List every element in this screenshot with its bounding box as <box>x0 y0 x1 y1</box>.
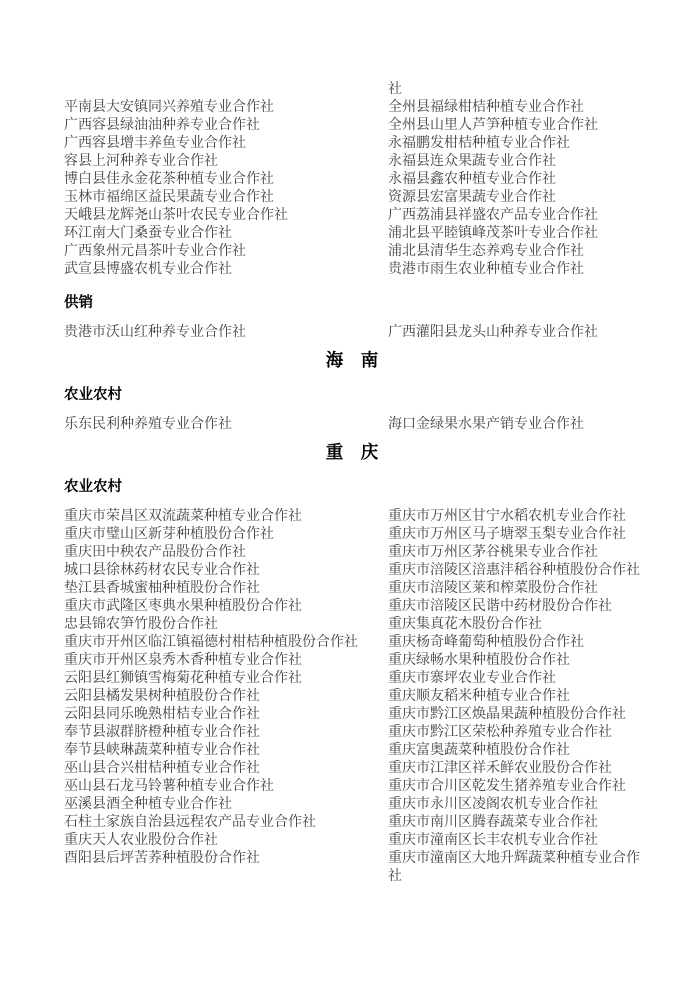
coop-list-row <box>64 243 640 261</box>
section-header-chongqing-nongyenongcun: 农业农村 <box>64 479 122 495</box>
coop-name: 玉林市福绵区益民果蔬专业合作社 <box>64 190 274 205</box>
coop-name: 重庆市潼南区长丰农机专业合作社 <box>388 833 598 848</box>
coop-name: 重庆市璧山区新芽种植股份合作社 <box>64 527 274 542</box>
coop-list-row <box>64 652 640 670</box>
coop-name: 忠县锦农笋竹股份合作社 <box>64 617 218 632</box>
coop-name: 重庆市永川区凌阁农机专业合作社 <box>388 797 598 812</box>
coop-list-row <box>64 670 640 688</box>
coop-name: 全州县山里人芦笋种植专业合作社 <box>388 118 598 133</box>
coop-name: 贵港市雨生农业种植专业合作社 <box>388 262 584 277</box>
coop-name: 巫山县石龙马铃薯种植专业合作社 <box>64 779 274 794</box>
coop-name: 海口金绿果水果产销专业合作社 <box>388 417 584 432</box>
coop-list-row <box>64 508 640 526</box>
coop-name: 永福县鑫农种植专业合作社 <box>388 172 556 187</box>
coop-list-row <box>64 117 640 135</box>
coop-list-row <box>64 580 640 598</box>
continuation-row <box>64 81 640 99</box>
coop-list-row <box>64 562 640 580</box>
province-header-hainan: 海 南 <box>325 350 379 370</box>
coop-name: 重庆天人农业股份合作社 <box>64 833 218 848</box>
coop-list-row <box>64 99 640 117</box>
coop-name: 重庆市涪陵区莱和榨菜股份合作社 <box>388 581 598 596</box>
coop-list-row <box>64 153 640 171</box>
coop-name: 酉阳县后坪苦荞种植股份合作社 <box>64 851 260 866</box>
coop-name: 资源县宏富果蔬专业合作社 <box>388 190 556 205</box>
coop-name: 重庆田中秧农产品股份合作社 <box>64 545 246 560</box>
coop-name: 广西容县绿油油种养专业合作社 <box>64 118 260 133</box>
coop-list-row <box>64 135 640 153</box>
coop-list-row <box>64 189 640 207</box>
coop-name: 广西象州元昌茶叶专业合作社 <box>64 244 246 259</box>
coop-name: 奉节县峡琳蔬菜种植专业合作社 <box>64 743 260 758</box>
coop-list-row <box>64 544 640 562</box>
coop-list-row <box>64 724 640 742</box>
coop-name: 重庆市万州区甘宁水稻农机专业合作社 <box>388 509 626 524</box>
coop-name: 石柱土家族自治县远程农产品专业合作社 <box>64 815 316 830</box>
coop-name: 广西容县增丰养鱼专业合作社 <box>64 136 246 151</box>
coop-name: 重庆市开州区临江镇福德村柑桔种植股份合作社 <box>64 635 358 650</box>
section-header-hainan-nongyenongcun: 农业农村 <box>64 387 122 403</box>
section-header-gongxiao: 供销 <box>64 295 93 311</box>
coop-name: 巫溪县酒全种植专业合作社 <box>64 797 232 812</box>
coop-name: 广西荔浦县祥盛农产品专业合作社 <box>388 208 598 223</box>
coop-list-row <box>64 634 640 652</box>
coop-list-row <box>64 324 640 342</box>
coop-name: 天峨县龙辉尧山茶叶农民专业合作社 <box>64 208 288 223</box>
coop-name: 重庆市黔江区荣松种养殖专业合作社 <box>388 725 612 740</box>
coop-list-row <box>64 850 640 886</box>
coop-name: 云阳县红狮镇雪梅菊花种植专业合作社 <box>64 671 302 686</box>
coop-list-row <box>64 416 640 434</box>
coop-name: 云阳县橘发果树种植股份合作社 <box>64 689 260 704</box>
coop-name: 重庆市潼南区大地升辉蔬菜种植专业合作社 <box>388 851 640 884</box>
coop-name: 重庆市江津区祥禾鲜农业股份合作社 <box>388 761 612 776</box>
coop-list-row <box>64 616 640 634</box>
coop-name: 重庆绿畅水果种植股份合作社 <box>388 653 570 668</box>
coop-name: 奉节县淑群脐橙种植专业合作社 <box>64 725 260 740</box>
coop-name: 平南县大安镇同兴养殖专业合作社 <box>64 100 274 115</box>
coop-name: 广西灌阳县龙头山种养专业合作社 <box>388 325 598 340</box>
coop-name: 重庆集真花木股份合作社 <box>388 617 542 632</box>
coop-name: 容县上河种养专业合作社 <box>64 154 218 169</box>
coop-name: 云阳县同乐晚熟柑桔专业合作社 <box>64 707 260 722</box>
province-header-chongqing: 重 庆 <box>325 442 379 462</box>
coop-name: 永福县连众果蔬专业合作社 <box>388 154 556 169</box>
coop-name: 巫山县合兴柑桔种植专业合作社 <box>64 761 260 776</box>
coop-name: 重庆市开州区泉秀木香种植专业合作社 <box>64 653 302 668</box>
coop-name: 贵港市沃山红种养专业合作社 <box>64 325 246 340</box>
coop-name: 城口县徐林药材农民专业合作社 <box>64 563 260 578</box>
coop-list-row <box>64 526 640 544</box>
coop-name: 浦北县清华生态养鸡专业合作社 <box>388 244 584 259</box>
coop-list-row <box>64 706 640 724</box>
coop-name: 重庆顺友稻米种植专业合作社 <box>388 689 570 704</box>
coop-name: 乐东民利种养殖专业合作社 <box>64 417 232 432</box>
coop-name: 垫江县香城蜜柚种植股份合作社 <box>64 581 260 596</box>
coop-name: 重庆市涪陵区民谐中药材股份合作社 <box>388 599 612 614</box>
coop-list-row <box>64 832 640 850</box>
coop-name: 博白县佳永金花茶种植专业合作社 <box>64 172 274 187</box>
coop-name: 武宣县博盛农机专业合作社 <box>64 262 232 277</box>
coop-list-row <box>64 760 640 778</box>
coop-list-row <box>64 688 640 706</box>
coop-name: 重庆市涪陵区涪惠沣稻谷种植股份合作社 <box>388 563 640 578</box>
continuation-text: 社 <box>388 82 402 97</box>
coop-list-row <box>64 778 640 796</box>
coop-list-row <box>64 742 640 760</box>
coop-name: 重庆市黔江区焕晶果蔬种植股份合作社 <box>388 707 626 722</box>
coop-name: 重庆市万州区马子塘翠玉梨专业合作社 <box>388 527 626 542</box>
coop-name: 重庆市合川区乾发生猪养殖专业合作社 <box>388 779 626 794</box>
coop-list-row <box>64 598 640 616</box>
coop-name: 永福鹏发柑桔种植专业合作社 <box>388 136 570 151</box>
coop-list-row <box>64 171 640 189</box>
coop-list-row <box>64 814 640 832</box>
coop-name: 重庆市武隆区枣典水果种植股份合作社 <box>64 599 302 614</box>
coop-name: 环江南大门桑蚕专业合作社 <box>64 226 232 241</box>
coop-name: 浦北县平睦镇峰茂茶叶专业合作社 <box>388 226 598 241</box>
coop-name: 重庆市荣昌区双流蔬菜种植专业合作社 <box>64 509 302 524</box>
coop-name: 重庆市南川区腾春蔬菜专业合作社 <box>388 815 598 830</box>
coop-list-row <box>64 261 640 279</box>
coop-list-row <box>64 225 640 243</box>
coop-name: 重庆市寨坪农业专业合作社 <box>388 671 556 686</box>
coop-list-row <box>64 796 640 814</box>
empty-cell <box>64 81 388 99</box>
coop-name: 重庆杨奇峰葡萄种植股份合作社 <box>388 635 584 650</box>
coop-name: 重庆富奥蔬菜种植股份合作社 <box>388 743 570 758</box>
coop-name: 全州县福绿柑桔种植专业合作社 <box>388 100 584 115</box>
coop-name: 重庆市万州区茅谷桃果专业合作社 <box>388 545 598 560</box>
coop-list-row <box>64 207 640 225</box>
